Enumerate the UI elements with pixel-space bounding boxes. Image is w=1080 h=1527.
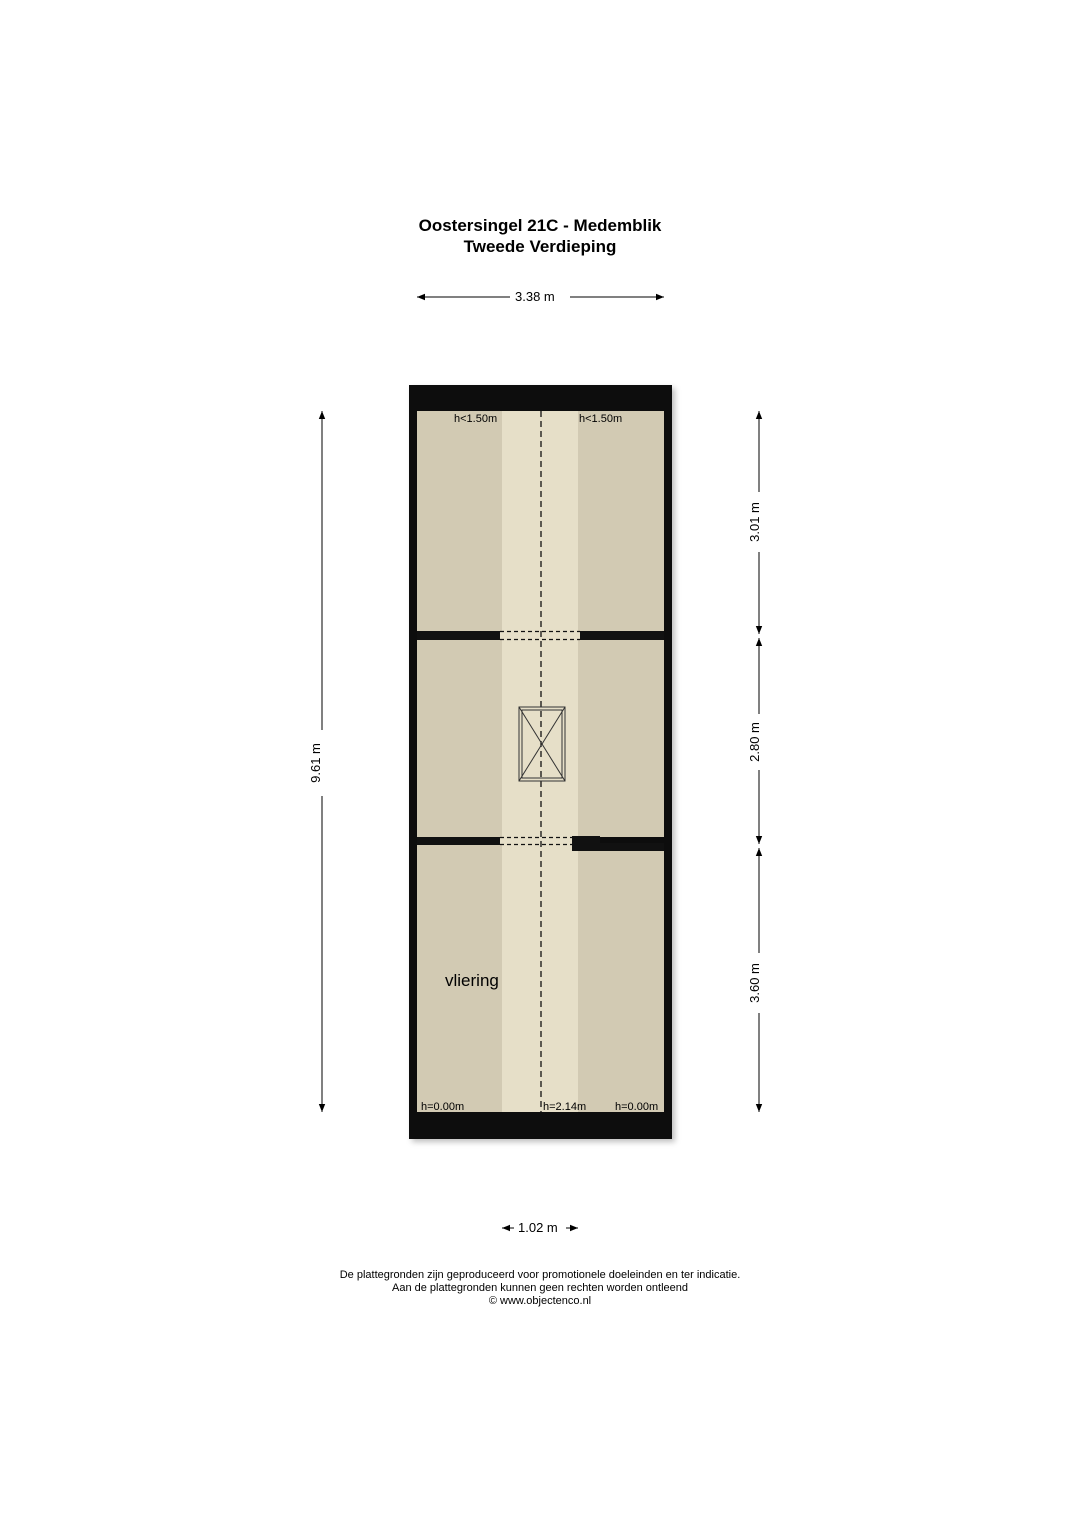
dim-section-middle-label: 2.80 m xyxy=(746,722,762,762)
disclaimer-line-1: De plattegronden zijn geproduceerd voor promotionele doeleinden en ter indicatie. xyxy=(339,1269,741,1281)
disclaimer-copyright: © www.objectenco.nl xyxy=(488,1295,592,1307)
chimney-block xyxy=(572,836,600,851)
dim-section-top-label: 3.01 m xyxy=(746,502,762,542)
dim-ridge-width-label: 1.02 m xyxy=(518,1220,558,1235)
passage-top xyxy=(500,631,580,640)
height-label-bottom-right: h=0.00m xyxy=(615,1101,659,1113)
wall-top-right xyxy=(580,631,664,640)
height-label-bottom-center: h=2.14m xyxy=(543,1101,587,1113)
height-label-top-right: h<1.50m xyxy=(579,413,623,425)
ridge-zone xyxy=(502,411,578,1112)
height-label-bottom-left: h=0.00m xyxy=(421,1101,465,1113)
plan-address: Oostersingel 21C - Medemblik xyxy=(418,216,662,235)
dim-total-depth-label: 9.61 m xyxy=(307,743,323,783)
wall-top-left xyxy=(417,631,500,640)
wall-bottom-left xyxy=(417,837,500,845)
dim-section-bottom-label: 3.60 m xyxy=(746,963,762,1003)
height-label-top-left: h<1.50m xyxy=(454,413,498,425)
plan-floor-name: Tweede Verdieping xyxy=(463,237,617,256)
disclaimer-line-2: Aan de plattegronden kunnen geen rechten worden ontleend xyxy=(391,1282,688,1294)
room-label-vliering: vliering xyxy=(445,971,499,990)
dim-total-width-label: 3.38 m xyxy=(515,289,555,304)
passage-bottom xyxy=(500,837,572,845)
